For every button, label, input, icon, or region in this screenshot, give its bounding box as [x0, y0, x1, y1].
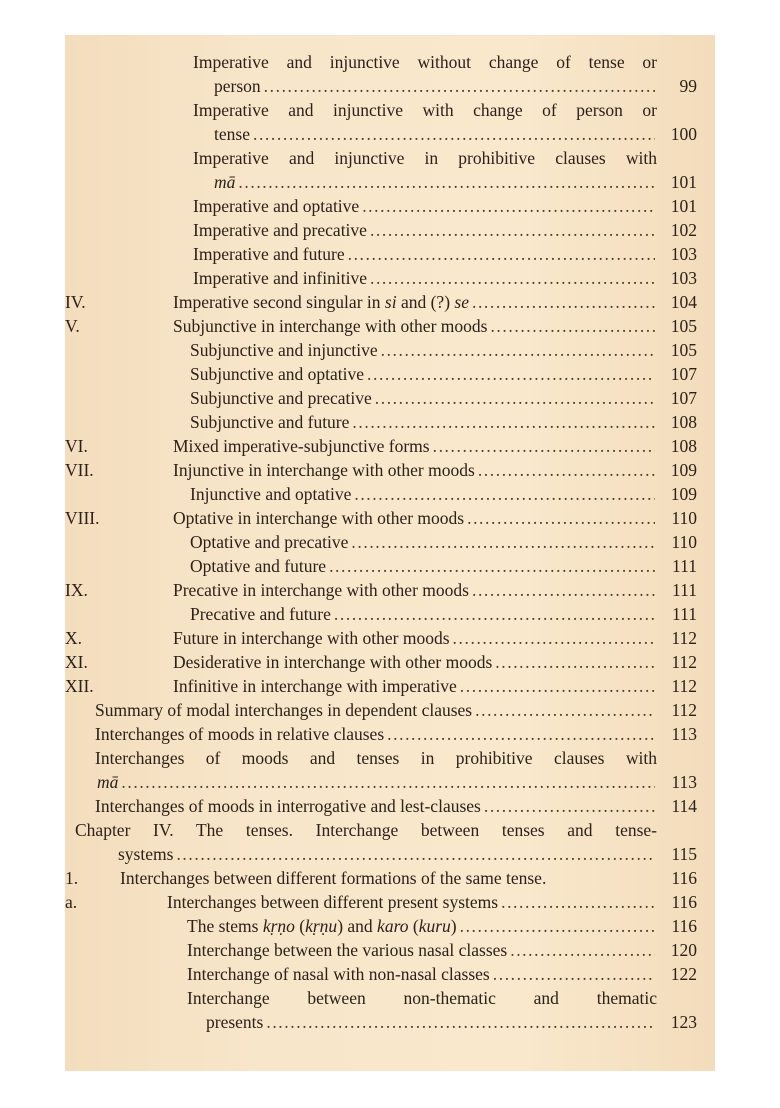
page-number: 113	[671, 724, 697, 744]
toc-entry-line[interactable]	[75, 818, 657, 842]
dot-leader	[261, 74, 655, 98]
dot-leader	[345, 242, 655, 266]
dot-leader	[348, 530, 655, 554]
entry-title	[95, 746, 657, 770]
entry-title	[193, 218, 367, 242]
entry-title	[95, 794, 481, 818]
toc-entry-line[interactable]	[193, 218, 697, 242]
dot-leader	[430, 434, 655, 458]
entry-text-segment: si	[384, 292, 397, 312]
dot-leader	[173, 842, 655, 866]
entry-text-segment: kuru	[418, 916, 451, 936]
toc-entry-line[interactable]	[95, 722, 697, 746]
entry-title	[190, 410, 349, 434]
entry-text-segment: (	[408, 916, 419, 936]
entry-text-segment: mā	[97, 772, 119, 792]
entry-numeral: X.	[65, 628, 83, 648]
toc-entry-line[interactable]	[173, 314, 697, 338]
entry-text-segment: Precative in interchange with other moods	[173, 580, 469, 600]
entry-numeral: VII.	[65, 460, 94, 480]
toc-entry-line[interactable]	[97, 770, 697, 794]
entry-text-segment: (	[294, 916, 306, 936]
entry-text-segment: Imperative and infinitive	[193, 268, 367, 288]
entry-text-segment: Subjunctive and future	[190, 412, 350, 432]
dot-leader	[118, 770, 655, 794]
dot-leader	[490, 962, 655, 986]
entry-text-segment: Imperative second singular in	[173, 292, 385, 312]
toc-entry-line[interactable]	[95, 746, 657, 770]
entry-title-continued	[214, 170, 235, 194]
entry-text-segment: Desiderative in interchange with other moods	[173, 652, 493, 672]
entry-title	[187, 938, 507, 962]
entry-title	[167, 890, 498, 914]
entry-text-segment: ) and	[337, 916, 378, 936]
entry-text-segment: Imperative and injunctive without change of tense or	[193, 52, 657, 72]
dot-leader	[492, 650, 655, 674]
entry-numeral: IX.	[65, 580, 88, 600]
toc-entry-line[interactable]	[187, 986, 657, 1010]
page-number: 115	[671, 844, 697, 864]
entry-title-continued	[214, 122, 250, 146]
toc-entry-line[interactable]	[173, 458, 697, 482]
dot-leader	[359, 194, 655, 218]
entry-title	[187, 986, 657, 1010]
entry-title-continued	[214, 74, 261, 98]
page-number: 111	[672, 604, 697, 624]
page-number: 112	[671, 652, 697, 672]
dot-leader	[235, 170, 655, 194]
page-number: 100	[670, 124, 697, 144]
page-number: 112	[671, 700, 697, 720]
entry-title-continued	[97, 770, 118, 794]
toc-entry-line[interactable]	[193, 266, 697, 290]
entry-text-segment: Imperative and injunctive with change of person or	[193, 100, 657, 120]
entry-title	[173, 314, 487, 338]
entry-numeral: IV.	[65, 292, 86, 312]
dot-leader	[250, 122, 655, 146]
entry-text-segment: Subjunctive and injunctive	[190, 340, 378, 360]
entry-text-segment: Imperative and optative	[193, 196, 360, 216]
entry-title	[190, 530, 348, 554]
dot-leader	[349, 410, 655, 434]
entry-title	[193, 146, 657, 170]
page-number: 116	[671, 868, 697, 888]
dot-leader	[481, 794, 655, 818]
entry-text-segment: se	[454, 292, 469, 312]
page-number: 109	[670, 484, 697, 504]
entry-numeral: VIII.	[65, 508, 100, 528]
entry-title	[193, 194, 359, 218]
toc-entry-line[interactable]	[190, 602, 697, 626]
dot-leader	[475, 458, 655, 482]
page-number: 116	[671, 916, 697, 936]
entry-text-segment: kṛṇo	[262, 916, 295, 936]
toc-entry-line[interactable]	[190, 386, 697, 410]
entry-text-segment: Interchanges of moods and tenses in prohibitive clauses with	[95, 748, 657, 768]
page-number: 108	[670, 436, 697, 456]
page-number: 99	[679, 76, 697, 96]
page-number: 103	[670, 244, 697, 264]
page-number: 105	[670, 340, 697, 360]
toc-entry-line[interactable]	[214, 74, 697, 98]
toc-entry-line[interactable]	[187, 938, 697, 962]
toc-entry-line[interactable]	[190, 482, 697, 506]
page-number: 114	[671, 796, 697, 816]
toc-entry-line[interactable]	[173, 674, 697, 698]
dot-leader	[469, 578, 655, 602]
dot-leader	[263, 1010, 655, 1034]
page-number: 102	[670, 220, 697, 240]
dot-leader	[384, 722, 655, 746]
entry-text-segment: Optative and precative	[190, 532, 349, 552]
dot-leader	[326, 554, 655, 578]
entry-text-segment: Imperative and future	[193, 244, 345, 264]
toc-entry-line[interactable]	[173, 626, 697, 650]
dot-leader	[367, 266, 655, 290]
entry-title	[173, 578, 469, 602]
entry-text-segment: )	[450, 916, 457, 936]
entry-text-segment: Interchanges of moods in relative clauses	[95, 724, 385, 744]
toc-entry-line[interactable]	[190, 530, 697, 554]
toc-entry-line[interactable]	[173, 290, 697, 314]
page-number: 103	[670, 268, 697, 288]
entry-text-segment: kṛṇu	[305, 916, 338, 936]
entry-text-segment: Summary of modal interchanges in dependent clauses	[95, 700, 473, 720]
page-number: 109	[670, 460, 697, 480]
entry-text-segment: Optative and future	[190, 556, 327, 576]
entry-text-segment: Optative in interchange with other moods	[173, 508, 465, 528]
dot-leader	[331, 602, 655, 626]
toc-entry-line[interactable]	[173, 506, 697, 530]
entry-text-segment: Injunctive in interchange with other moods	[173, 460, 475, 480]
entry-title	[95, 698, 472, 722]
entry-text-segment: tense	[214, 124, 250, 144]
entry-title	[120, 866, 546, 890]
dot-leader	[464, 506, 655, 530]
entry-text-segment: Injunctive and optative	[190, 484, 352, 504]
toc-entry-line[interactable]	[173, 578, 697, 602]
entry-text-segment: Future in interchange with other moods	[173, 628, 450, 648]
entry-text-segment: The stems	[187, 916, 263, 936]
entry-title	[190, 386, 372, 410]
entry-numeral: XI.	[65, 652, 88, 672]
toc-entry-line[interactable]	[173, 650, 697, 674]
toc-entry-line[interactable]	[190, 362, 697, 386]
toc-entry-line[interactable]	[193, 194, 697, 218]
entry-text-segment: systems	[118, 844, 174, 864]
entry-text-segment: Interchanges of moods in interrogative and lest-clauses	[95, 796, 481, 816]
entry-title	[193, 98, 657, 122]
page-number: 107	[670, 364, 697, 384]
entry-text-segment: Interchange between the various nasal classes	[187, 940, 508, 960]
toc-entry-line[interactable]	[214, 170, 697, 194]
toc-entry-line[interactable]	[95, 794, 697, 818]
entry-numeral: 1.	[65, 868, 79, 888]
toc-entry-line[interactable]	[214, 122, 697, 146]
page-number: 123	[670, 1012, 697, 1032]
entry-numeral: VI.	[65, 436, 88, 456]
dot-leader	[364, 362, 655, 386]
toc-entry-line[interactable]	[173, 434, 697, 458]
entry-text-segment: and (?)	[396, 292, 455, 312]
entry-text-segment: person	[214, 76, 261, 96]
toc-entry-line[interactable]	[193, 242, 697, 266]
page-number: 116	[671, 892, 697, 912]
page-number: 101	[670, 196, 697, 216]
page-number: 122	[670, 964, 697, 984]
entry-text-segment: Mixed imperative-subjunctive forms	[173, 436, 430, 456]
dot-leader	[457, 914, 655, 938]
entry-title	[190, 554, 326, 578]
entry-text-segment: Interchange between non-thematic and thematic	[187, 988, 657, 1008]
dot-leader	[372, 386, 655, 410]
entry-text-segment: Interchanges between different present systems	[167, 892, 499, 912]
dot-leader	[351, 482, 655, 506]
entry-title	[173, 650, 492, 674]
toc-entry-line[interactable]	[167, 890, 697, 914]
page-number: 112	[671, 628, 697, 648]
entry-title	[95, 722, 384, 746]
toc-entry-line[interactable]	[190, 554, 697, 578]
entry-title	[173, 290, 469, 314]
entry-title	[190, 482, 351, 506]
toc-entry-line[interactable]	[95, 698, 697, 722]
page-number: 104	[670, 292, 697, 312]
entry-numeral: a.	[65, 892, 78, 912]
entry-text-segment: Subjunctive and optative	[190, 364, 364, 384]
toc-entry-line[interactable]	[193, 146, 657, 170]
entry-text-segment: Infinitive in interchange with imperative	[173, 676, 457, 696]
page-number: 107	[670, 388, 697, 408]
entry-title-continued	[206, 1010, 263, 1034]
entry-title	[193, 50, 657, 74]
dot-leader	[498, 890, 655, 914]
page-number: 101	[670, 172, 697, 192]
toc-entry-line[interactable]	[193, 50, 657, 74]
toc-entry-line[interactable]	[118, 842, 697, 866]
page-number: 105	[670, 316, 697, 336]
page-number: 110	[671, 508, 697, 528]
dot-leader	[457, 674, 655, 698]
entry-title	[173, 506, 464, 530]
page-number: 110	[671, 532, 697, 552]
dot-leader	[378, 338, 655, 362]
entry-title	[75, 818, 657, 842]
page-number: 120	[670, 940, 697, 960]
entry-text-segment: karo	[377, 916, 409, 936]
entry-text-segment: Precative and future	[190, 604, 331, 624]
entry-text-segment: Subjunctive and precative	[190, 388, 372, 408]
entry-title	[173, 434, 430, 458]
toc-entry-line[interactable]	[190, 410, 697, 434]
dot-leader	[507, 938, 655, 962]
page-number: 108	[670, 412, 697, 432]
toc-entry-line[interactable]	[187, 962, 697, 986]
entry-title-continued	[118, 842, 173, 866]
entry-title	[187, 962, 490, 986]
dot-leader	[469, 290, 655, 314]
entry-text-segment: presents	[206, 1012, 264, 1032]
dot-leader	[450, 626, 655, 650]
entry-title	[173, 458, 475, 482]
entry-title	[187, 914, 457, 938]
entry-title	[190, 362, 364, 386]
dot-leader	[487, 314, 655, 338]
toc-entry-line[interactable]	[187, 914, 697, 938]
entry-text-segment: mā	[214, 172, 236, 192]
entry-title	[173, 674, 457, 698]
entry-title	[193, 242, 345, 266]
document-page	[65, 35, 715, 1071]
page-number: 111	[672, 580, 697, 600]
entry-text-segment: Subjunctive in interchange with other moods	[173, 316, 488, 336]
page-number: 113	[671, 772, 697, 792]
toc-entry-line[interactable]	[193, 98, 657, 122]
entry-text-segment: Interchange of nasal with non-nasal classes	[187, 964, 490, 984]
dot-leader	[472, 698, 655, 722]
dot-leader	[367, 218, 655, 242]
page-number: 111	[672, 556, 697, 576]
entry-title	[190, 602, 331, 626]
entry-title	[193, 266, 367, 290]
toc-entry-line[interactable]	[206, 1010, 697, 1034]
entry-text-segment: Chapter IV. The tenses. Interchange between tenses and tense-	[75, 820, 657, 840]
entry-title	[190, 338, 378, 362]
entry-title	[173, 626, 450, 650]
toc-entry-line[interactable]	[190, 338, 697, 362]
entry-numeral: V.	[65, 316, 80, 336]
page-number: 112	[671, 676, 697, 696]
toc-entry-line[interactable]	[120, 866, 697, 890]
entry-text-segment: Interchanges between different formations of the same tense.	[120, 868, 547, 888]
entry-text-segment: Imperative and precative	[193, 220, 367, 240]
entry-text-segment: Imperative and injunctive in prohibitive clauses with	[193, 148, 657, 168]
entry-numeral: XII.	[65, 676, 94, 696]
